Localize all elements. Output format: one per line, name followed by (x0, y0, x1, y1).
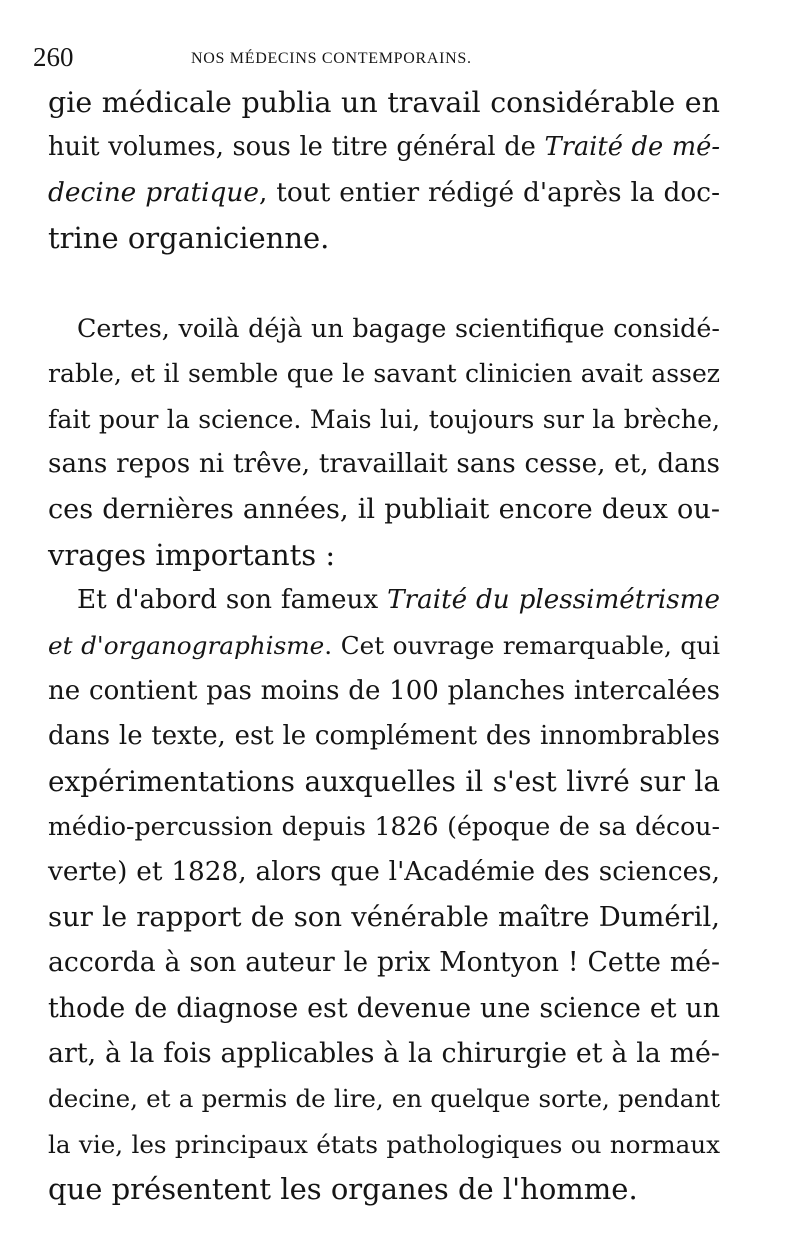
text-run: verte) et 1828, alors que l'Académie des sciences, (48, 856, 720, 887)
text-run: vrages importants : (48, 537, 336, 572)
paragraph (48, 80, 720, 261)
text-run: thode de diagnose est devenue une science et un (48, 992, 720, 1024)
text-line (48, 487, 720, 532)
text-line (48, 986, 720, 1031)
page-header (33, 38, 733, 78)
italic-title: Traité du plessimétrisme (387, 584, 720, 615)
text-line (48, 578, 720, 623)
running-head: NOS MÉDECINS CONTEMPORAINS. (191, 50, 472, 67)
text-line (48, 1167, 720, 1212)
text-line (48, 850, 720, 895)
text-run: la vie, les principaux états pathologiques ou normaux (48, 1129, 720, 1159)
text-run: fait pour la science. Mais lui, toujours sur la brèche, (48, 404, 720, 434)
text-line (48, 759, 720, 804)
body-text (48, 80, 720, 1212)
text-run: que présentent les organes de l'homme. (48, 1171, 638, 1206)
text-line (48, 940, 720, 985)
text-run: decine, et a permis de lire, en quelque sorte, pendant (48, 1084, 720, 1114)
text-line (48, 397, 720, 442)
paragraph (48, 306, 720, 578)
text-run: . Cet ouvrage remarquable, qui (324, 631, 720, 661)
text-run: , tout entier rédigé d'après la doc- (258, 177, 720, 208)
italic-title: decine pratique (48, 177, 259, 208)
text-run: médio-percussion depuis 1826 (époque de sa décou- (48, 812, 720, 842)
page-number: 260 (33, 42, 74, 72)
text-run: sur le rapport de son vénérable maître Duméril, (48, 902, 720, 934)
text-run: ne contient pas moins de 100 planches intercalées (48, 675, 720, 706)
text-run: gie médicale publia un travail considérable en (48, 86, 720, 119)
paragraph-gap (48, 261, 720, 306)
text-line (48, 714, 720, 759)
text-line (48, 80, 720, 125)
text-run: rable, et il semble que le savant clinicien avait assez (48, 359, 720, 389)
text-line (48, 895, 720, 940)
text-run: ces dernières années, il publiait encore deux ou- (48, 494, 720, 526)
text-line (48, 669, 720, 714)
text-line (48, 171, 720, 216)
text-run: accorda à son auteur le prix Montyon ! Cette mé- (48, 947, 720, 979)
text-run: trine organicienne. (48, 220, 330, 255)
text-run: expérimentations auxquelles il s'est livré sur la (48, 765, 720, 799)
text-line (48, 533, 720, 578)
text-line (48, 306, 720, 351)
text-run: huit volumes, sous le titre général de (48, 132, 545, 163)
italic-title: Traité de mé- (544, 132, 721, 163)
text-run: sans repos ni trêve, travaillait sans cesse, et, dans (48, 449, 720, 480)
text-line (48, 125, 720, 170)
text-line (48, 804, 720, 849)
text-line (48, 1076, 720, 1121)
text-run: Certes, voilà déjà un bagage scientifique considé- (77, 313, 720, 344)
text-line (48, 351, 720, 396)
paragraph (48, 578, 720, 1212)
text-line (48, 1122, 720, 1167)
text-run: art, à la fois applicables à la chirurgie et à la mé- (48, 1037, 720, 1069)
text-run: dans le texte, est le complément des innombrables (48, 720, 720, 751)
text-line (48, 216, 720, 261)
text-line (48, 623, 720, 668)
text-line (48, 1031, 720, 1076)
italic-title: et d'organographisme (48, 631, 325, 661)
text-run: Et d'abord son fameux (77, 584, 388, 615)
text-line (48, 442, 720, 487)
